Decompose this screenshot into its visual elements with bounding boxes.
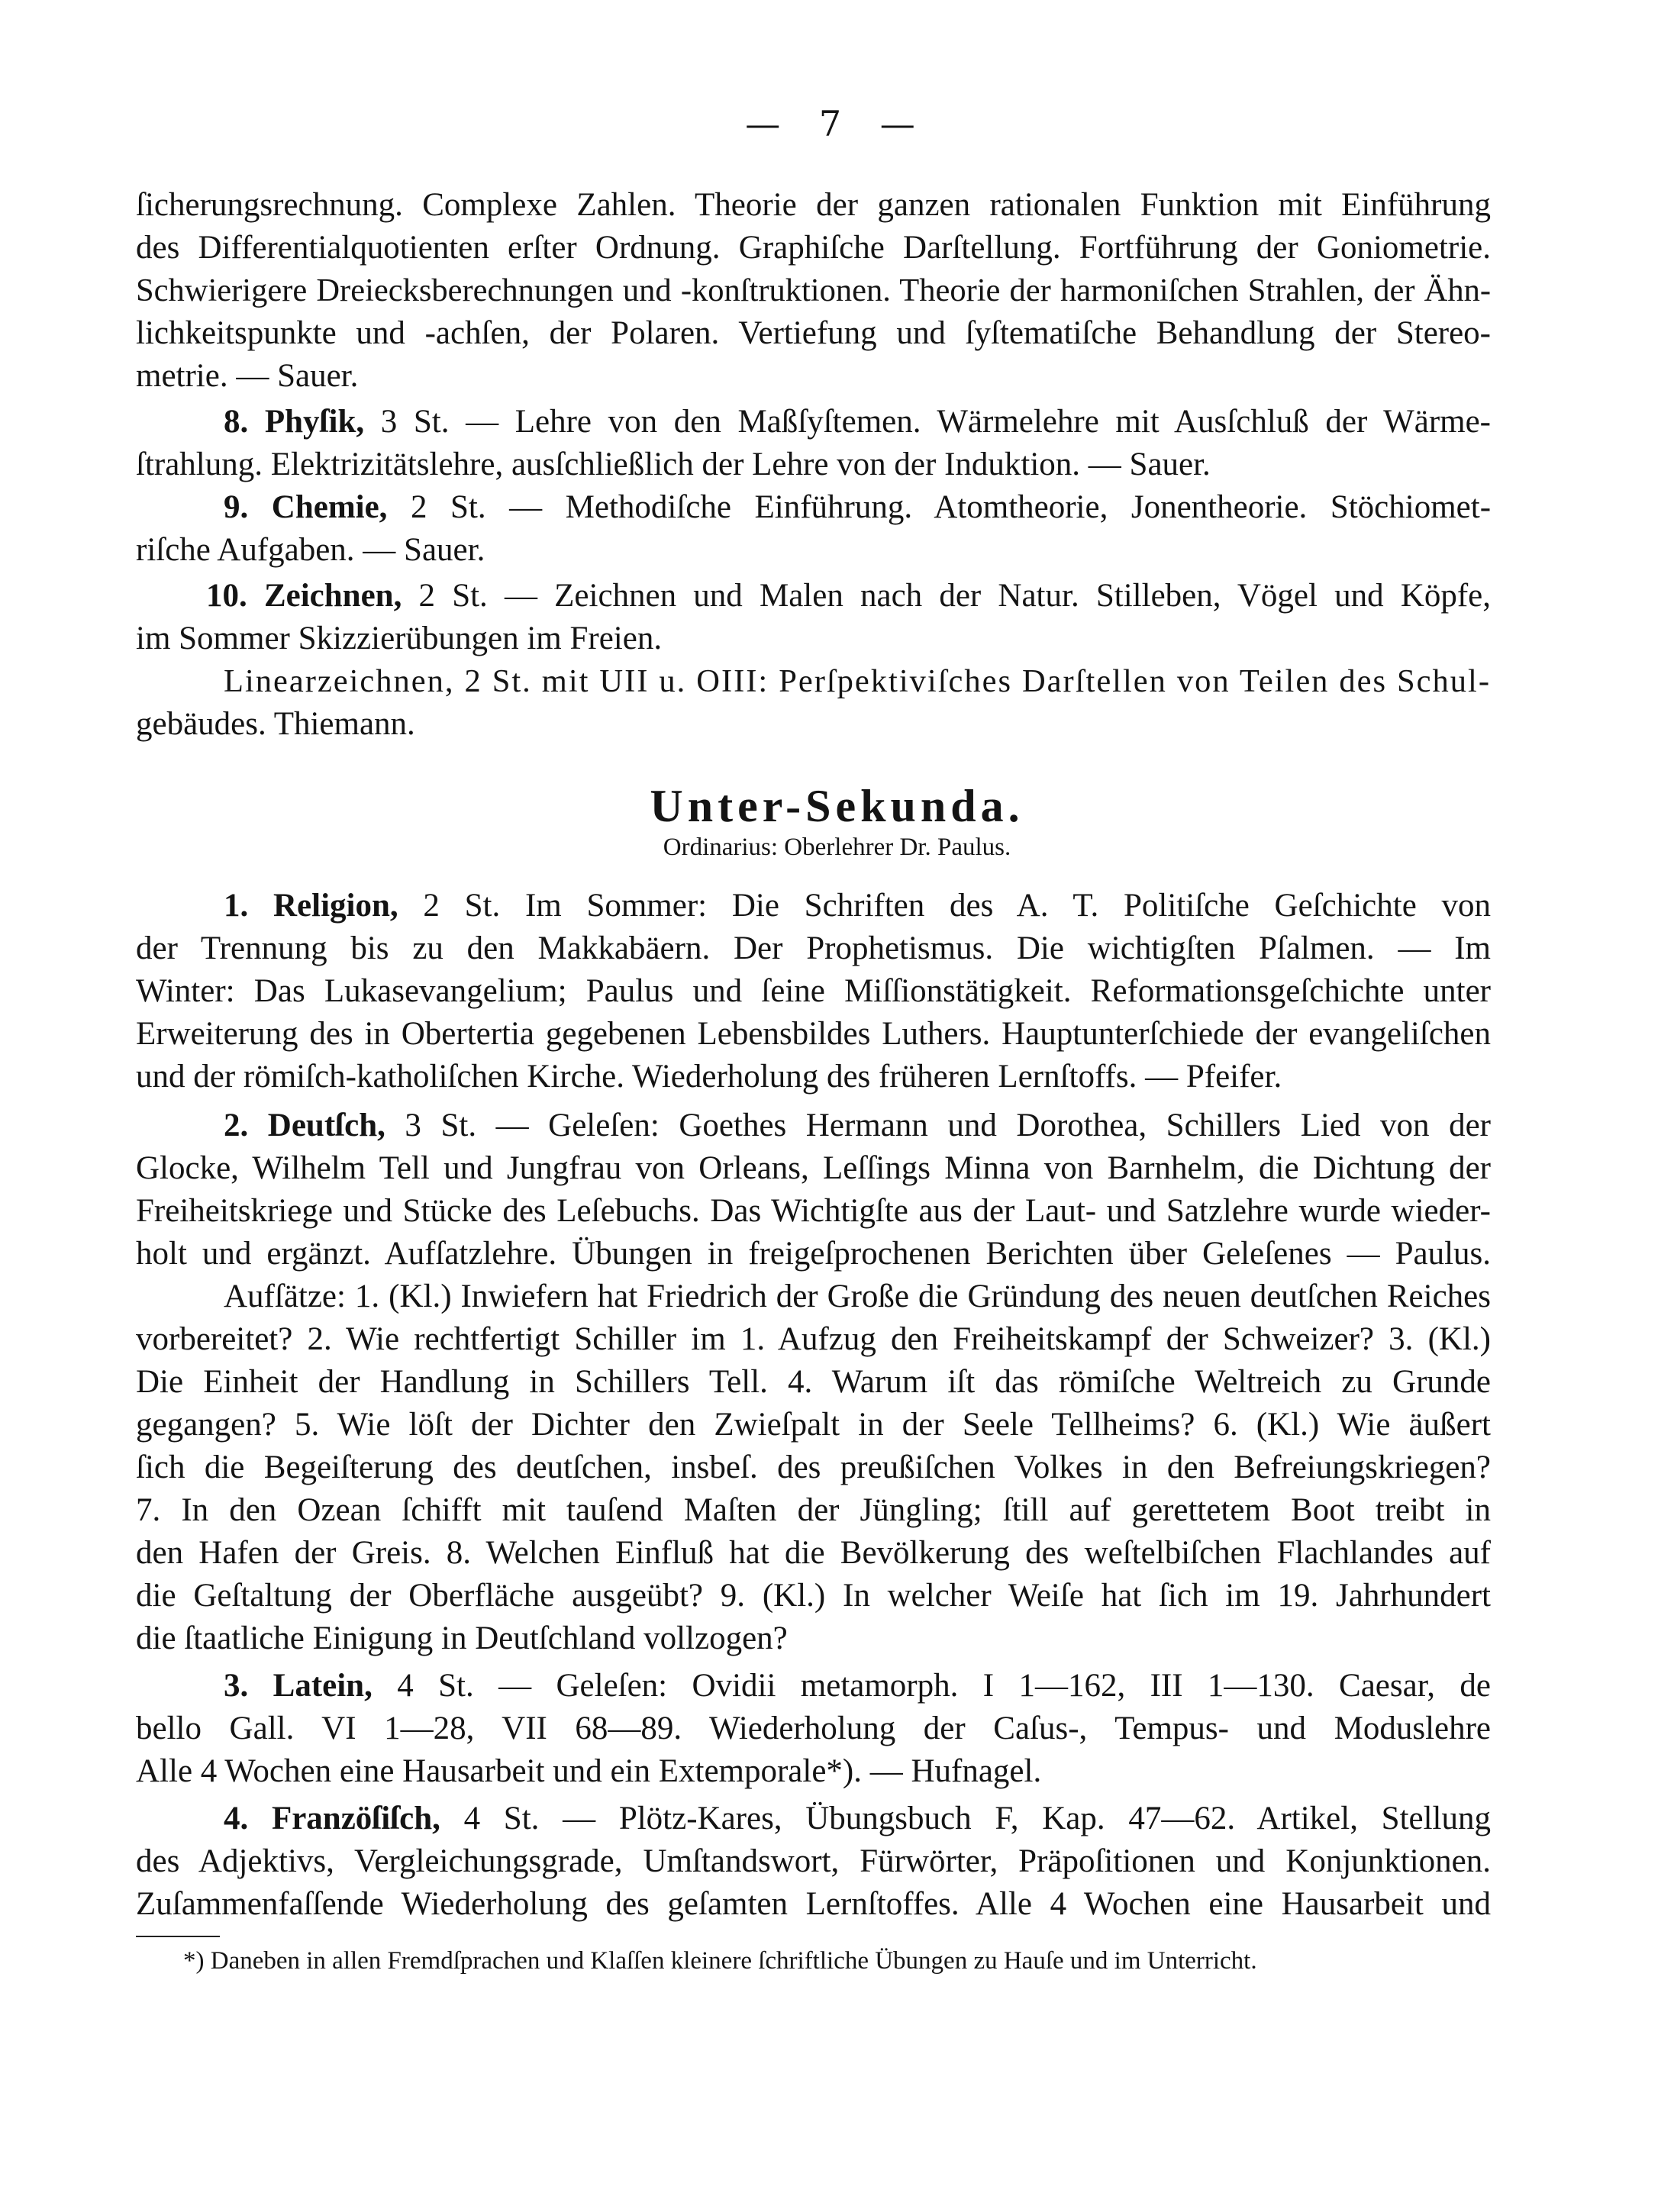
text-line: Zuſammenfaſſende Wiederholung des geſamten Lernſtoffes. Alle 4 Wochen eine Hausarbeit und	[136, 1886, 1491, 1922]
subject-text: 3 St. — Lehre von den Maßſyſtemen. Wärmelehre mit Ausſchluß der Wärme-	[380, 404, 1491, 440]
text-line: gebäudes. Thiemann.	[136, 706, 415, 742]
text-line: ſicherungsrechnung. Complexe Zahlen. Theorie der ganzen rationalen Funktion mit Einführung	[136, 187, 1491, 223]
subject-text: 3 St. — Geleſen: Goethes Hermann und Dorothea, Schillers Lied von der	[405, 1108, 1491, 1143]
subject-physik	[224, 400, 1491, 444]
subject-latein	[224, 1664, 1491, 1708]
subject-title: Religion,	[273, 888, 398, 924]
subject-title: Deutſch,	[267, 1108, 385, 1143]
footnote-rule	[136, 1936, 220, 1937]
subject-title: Chemie,	[271, 489, 388, 525]
text-line: den Hafen der Greis. 8. Welchen Einfluß hat die Bevölkerung des weſtelbiſchen Flachlandes auf	[136, 1535, 1491, 1571]
subject-number: 4.	[224, 1801, 249, 1836]
text-line: ſtrahlung. Elektrizitätslehre, ausſchließlich der Lehre von der Induktion. — Sauer.	[136, 447, 1211, 482]
text-line: Glocke, Wilhelm Tell und Jungfrau von Orleans, Leſſings Minna von Barnhelm, die Dichtung der	[136, 1150, 1491, 1186]
section-ordinarius: Ordinarius: Oberlehrer Dr. Paulus.	[663, 834, 1011, 861]
subject-title: Zeichnen,	[263, 578, 402, 614]
section-heading: Unter-Sekunda.	[650, 781, 1024, 831]
subject-number: 2.	[224, 1108, 249, 1143]
subject-deutsch	[224, 1104, 1491, 1148]
subject-text: 2 St. Im Sommer: Die Schriften des A. T. Politiſche Geſchichte von	[423, 888, 1491, 924]
text-line: die Geſtaltung der Oberfläche ausgeübt? 9. (Kl.) In welcher Weiſe hat ſich im 19. Jahrhundert	[136, 1578, 1491, 1614]
text-line: Alle 4 Wochen eine Hausarbeit und ein Extemporale*). — Hufnagel.	[136, 1753, 1042, 1789]
text-line: bello Gall. VI 1—28, VII 68—89. Wiederholung der Caſus-, Tempus- und Moduslehre	[136, 1711, 1491, 1746]
subject-religion	[224, 884, 1491, 928]
text-line: die ſtaatliche Einigung in Deutſchland vollzogen?	[136, 1620, 788, 1656]
text-line: der Trennung bis zu den Makkabäern. Der Prophetismus. Die wichtigſten Pſalmen. — Im	[136, 930, 1491, 966]
subject-title: Latein,	[273, 1668, 373, 1704]
page-number: — 7 —	[745, 103, 929, 144]
text-line: gegangen? 5. Wie löſt der Dichter den Zwieſpalt in der Seele Tellheims? 6. (Kl.) Wie äußert	[136, 1407, 1491, 1443]
text-line: lichkeitspunkte und -achſen, der Polaren. Vertiefung und ſyſtematiſche Behandlung der Stereo-	[136, 315, 1491, 351]
subject-number: 1.	[224, 888, 249, 924]
text-line: Winter: Das Lukasevangelium; Paulus und ſeine Miſſionstätigkeit. Reformationsgeſchichte unter	[136, 973, 1491, 1009]
subject-franzoesisch	[224, 1797, 1491, 1841]
subject-title: Phyſik,	[264, 404, 365, 440]
subject-text: 4 St. — Plötz-Kares, Übungsbuch F, Kap. 47—62. Artikel, Stellung	[463, 1801, 1491, 1836]
subject-text: 2 St. — Zeichnen und Malen nach der Natur. Stilleben, Vögel und Köpfe,	[418, 578, 1491, 614]
text-line: ſich die Begeiſterung des deutſchen, insbeſ. des preußiſchen Volkes in den Befreiungskriegen?	[136, 1449, 1491, 1485]
text-line: vorbereitet? 2. Wie rechtfertigt Schiller im 1. Aufzug den Freiheitskampf der Schweizer? 3. (Kl.)	[136, 1321, 1491, 1357]
subject-number: 9.	[224, 489, 249, 525]
subject-text: 2 St. — Methodiſche Einführung. Atomtheorie, Jonentheorie. Stöchiomet-	[410, 489, 1491, 525]
subject-number: 3.	[224, 1668, 249, 1704]
text-line: des Adjektivs, Vergleichungsgrade, Umſtandswort, Fürwörter, Präpoſitionen und Konjunktionen.	[136, 1843, 1491, 1879]
text-line: Die Einheit der Handlung in Schillers Tell. 4. Warum iſt das römiſche Weltreich zu Grunde	[136, 1364, 1491, 1400]
text-line: Linearzeichnen, 2 St. mit UII u. OIII: Perſpektiviſches Darſtellen von Teilen des Schul-	[224, 663, 1491, 699]
subject-number: 8.	[224, 404, 249, 440]
subject-title: Franzöſiſch,	[271, 1801, 440, 1836]
text-line: Freiheitskriege und Stücke des Leſebuchs. Das Wichtigſte aus der Laut- und Satzlehre wurde wieder-	[136, 1193, 1491, 1229]
text-line: riſche Aufgaben. — Sauer.	[136, 532, 485, 568]
text-line: metrie. — Sauer.	[136, 358, 359, 394]
text-line: und der römiſch-katholiſchen Kirche. Wiederholung des früheren Lernſtoffs. — Pfeifer.	[136, 1059, 1282, 1095]
footnote: *) Daneben in allen Fremdſprachen und Klaſſen kleinere ſchriftliche Übungen zu Hauſe und im Unterricht.	[183, 1947, 1257, 1975]
subject-number: 10.	[206, 578, 247, 614]
text-line: Aufſätze: 1. (Kl.) Inwiefern hat Friedrich der Große die Gründung des neuen deutſchen Reiches	[224, 1279, 1491, 1314]
subject-chemie	[224, 485, 1491, 530]
text-line: Schwierigere Dreiecksberechnungen und -konſtruktionen. Theorie der harmoniſchen Strahlen, der Ähn-	[136, 272, 1491, 308]
text-line: Erweiterung des in Obertertia gegebenen Lebensbildes Luthers. Hauptunterſchiede der evangeliſchen	[136, 1016, 1491, 1052]
subject-text: 4 St. — Geleſen: Ovidii metamorph. I 1—162, III 1—130. Caesar, de	[397, 1668, 1491, 1704]
text-line: 7. In den Ozean ſchifft mit tauſend Maſten der Jüngling; ſtill auf gerettetem Boot treibt in	[136, 1492, 1491, 1528]
text-line: des Differentialquotienten erſter Ordnung. Graphiſche Darſtellung. Fortführung der Goniometrie.	[136, 230, 1491, 266]
subject-zeichnen	[206, 574, 1491, 618]
text-line: im Sommer Skizzierübungen im Freien.	[136, 621, 663, 656]
text-line: holt und ergänzt. Aufſatzlehre. Übungen in freigeſprochenen Berichten über Geleſenes — Paulus.	[136, 1236, 1491, 1272]
